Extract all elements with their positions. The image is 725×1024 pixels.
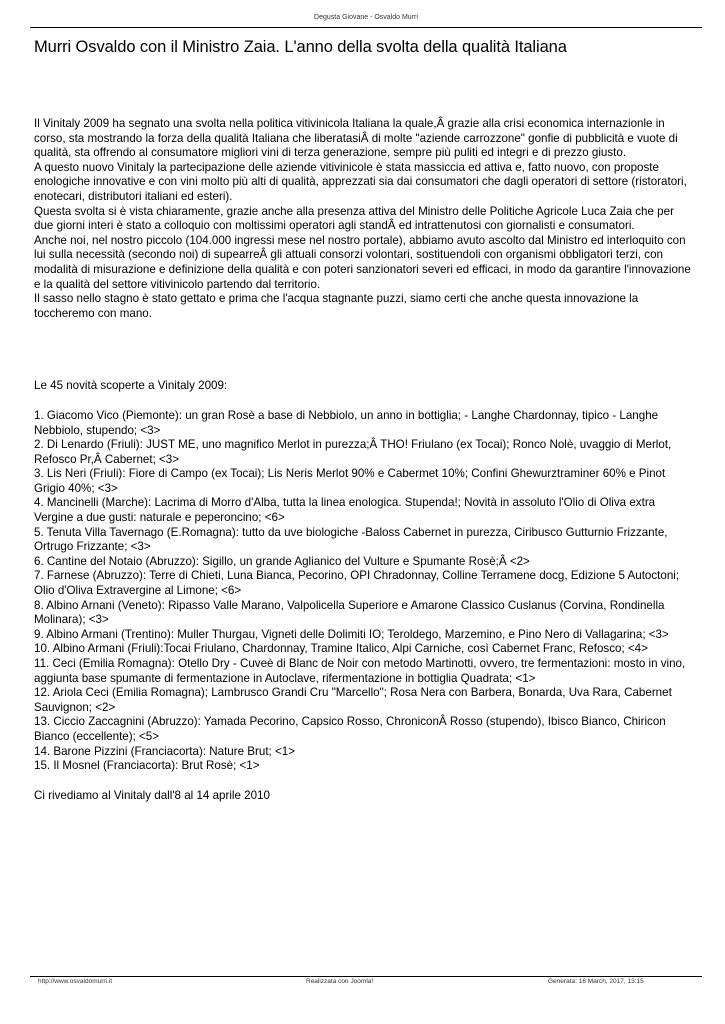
footer-cms: Realizzata con Joomla!	[306, 978, 374, 985]
intro-paragraph: Anche noi, nel nostro piccolo (104.000 ingressi mese nel nostro portale), abbiamo avuto ascolto dal Ministro ed interloquito con lui sulla necessità (secondo noi) di supearreÂ gli attuali consorzi volontari, sostituendoli con organismi obbligatori terzi, con modalità di misurazione e definizione della qualità e con poteri sanzionatori severi ed efficaci, in modo da garantire l'innovazione e la qualità del settore vitivinicolo partendo dal territorio.	[34, 233, 691, 291]
page-header: Degusta Giovane - Osvaldo Murri	[314, 14, 418, 21]
closing-line: Ci rivediamo al Vinitaly dall'8 al 14 aprile 2010	[34, 788, 270, 802]
list-item: 4. Mancinelli (Marche): Lacrima di Morro d'Alba, tutta la linea enologica. Stupenda!; Novità in assoluto l'Olio di Oliva extra Vergine a due gusti: naturale e peperoncino; <6>	[34, 496, 656, 525]
list-item: 9. Albino Armani (Trentino): Muller Thurgau, Vigneti delle Dolimiti IO; Teroldego, Marzemino, e Pino Nero di Vallagarina; <3>	[34, 627, 669, 641]
list-item: 14. Barone Pizzini (Franciacorta): Nature Brut; <1>	[34, 744, 295, 758]
spacer	[34, 321, 694, 379]
list-heading: Le 45 novità scoperte a Vinitaly 2009:	[34, 379, 228, 393]
list-item: 5. Tenuta Villa Tavernago (E.Romagna): tutto da uve biologiche -Baloss Cabernet in purezza, Ciribusco Gutturnio Frizzante, Ortrugo Frizzante; <3>	[34, 525, 668, 554]
list-item: 11. Ceci (Emilia Romagna): Otello Dry - Cuveè di Blanc de Noir con metodo Martinotti, ovvero, tre fermentazioni: mosto in vino, aggiunta base spumante di fermentazione in Autoclave, rifermentazione in bottiglia Quadrata; <1>	[34, 657, 686, 685]
list-item: 6. Cantine del Notaio (Abruzzo): Sigillo, un grande Aglianico del Vulture e Spumante Rosè;Â <2>	[34, 554, 530, 568]
list-item: 3. Lis Neri (Friuli): Fiore di Campo (ex Tocai); Lis Neris Merlot 90% e Cabermet 10%; Confini Ghewurztraminer 60% e Pinot Grigio 40%; <3>	[34, 467, 666, 495]
list-item: 13. Ciccio Zaccagnini (Abruzzo): Yamada Pecorino, Capsico Rosso, ChroniconÂ Rosso (stupendo), Ibisco Bianco, Chiricon Bianco (eccellente); <5>	[34, 715, 666, 743]
intro-paragraph: Questa svolta si è vista chiaramente, grazie anche alla presenza attiva del Ministro delle Politiche Agricole Luca Zaia che per due giorni interi è stato a colloquio con moltissimi operatori agli standÂ ed intrattenutosi con giornalisti e consumatori.	[34, 204, 674, 233]
spacer	[34, 394, 694, 409]
list-item: 2. Di Lenardo (Friuli): JUST ME, uno magnifico Merlot in purezza;Â THO! Friulano (ex Tocai); Ronco Nolè, uvaggio di Merlot, Refosco Pr,Â Cabernet; <3>	[34, 438, 672, 466]
spacer	[34, 774, 694, 789]
novelty-list	[34, 409, 694, 774]
list-item: 15. Il Mosnel (Franciacorta): Brut Rosè; <1>	[34, 759, 260, 773]
header-divider	[30, 27, 702, 28]
intro-paragraph: Il Vinitaly 2009 ha segnato una svolta nella politica vitivinicola Italiana la quale,Â grazie alla crisi economica internazionle in corso, sta mostrando la forza della qualità Italiana che liberatasiÂ di molte "aziende carrozzone" gonfie di pubblicità e vuote di qualità, sta offrendo al consumatore migliori vini di terza generazione, sempre più puliti ed integri e di prezzo giusto.	[34, 117, 678, 160]
article-title: Murri Osvaldo con il Ministro Zaia. L'anno della svolta della qualità Italiana	[34, 38, 567, 56]
footer-url: http://www.osvaldomurri.it	[38, 978, 113, 985]
list-item: 12. Ariola Ceci (Emilia Romagna); Lambrusco Grandi Cru "Marcello"; Rosa Nera con Barbera, Bonarda, Uva Rara, Cabernet Sauvignon; <2>	[34, 686, 672, 714]
article-body	[34, 117, 694, 803]
intro-paragraph: Il sasso nello stagno è stato gettato e prima che l'acqua stagnante puzzi, siamo certi che anche questa innovazione la toccheremo con mano.	[34, 292, 639, 320]
footer-generated: Generata: 16 March, 2017, 13:15	[548, 978, 644, 985]
list-item: 10. Albino Armani (Friuli):Tocai Friulano, Chardonnay, Tramine Italico, Alpi Carniche, così Cabernet Franc, Refosco; <4>	[34, 642, 648, 656]
footer-divider	[30, 976, 702, 977]
list-item: 1. Giacomo Vico (Piemonte): un gran Rosè a base di Nebbiolo, un anno in bottiglia; - Langhe Chardonnay, tipico - Langhe Nebbiolo, stupendo; <3>	[34, 408, 659, 437]
list-item: 7. Farnese (Abruzzo): Terre di Chieti, Luna Bianca, Pecorino, OPI Chradonnay, Colline Terramene docg, Edizione 5 Autoctoni; Olio d'Oliva Extravergine al Limone; <6>	[34, 569, 680, 598]
intro-paragraph: A questo nuovo Vinitaly la partecipazione delle aziende vitivinicole è stata massiccia ed attiva e, fatto nuovo, con proposte enologiche innovative e con vini molto più alti di qualità, apprezzati sia dai consumatori che dagli operatori di settore (ristoratori, enotecari, distributori italiani ed esteri).	[34, 160, 687, 203]
list-item: 8. Albino Arnani (Veneto): Ripasso Valle Marano, Valpolicella Superiore e Amarone Classico Cuslanus (Corvina, Rondinella Molinara); <3>	[34, 598, 665, 627]
